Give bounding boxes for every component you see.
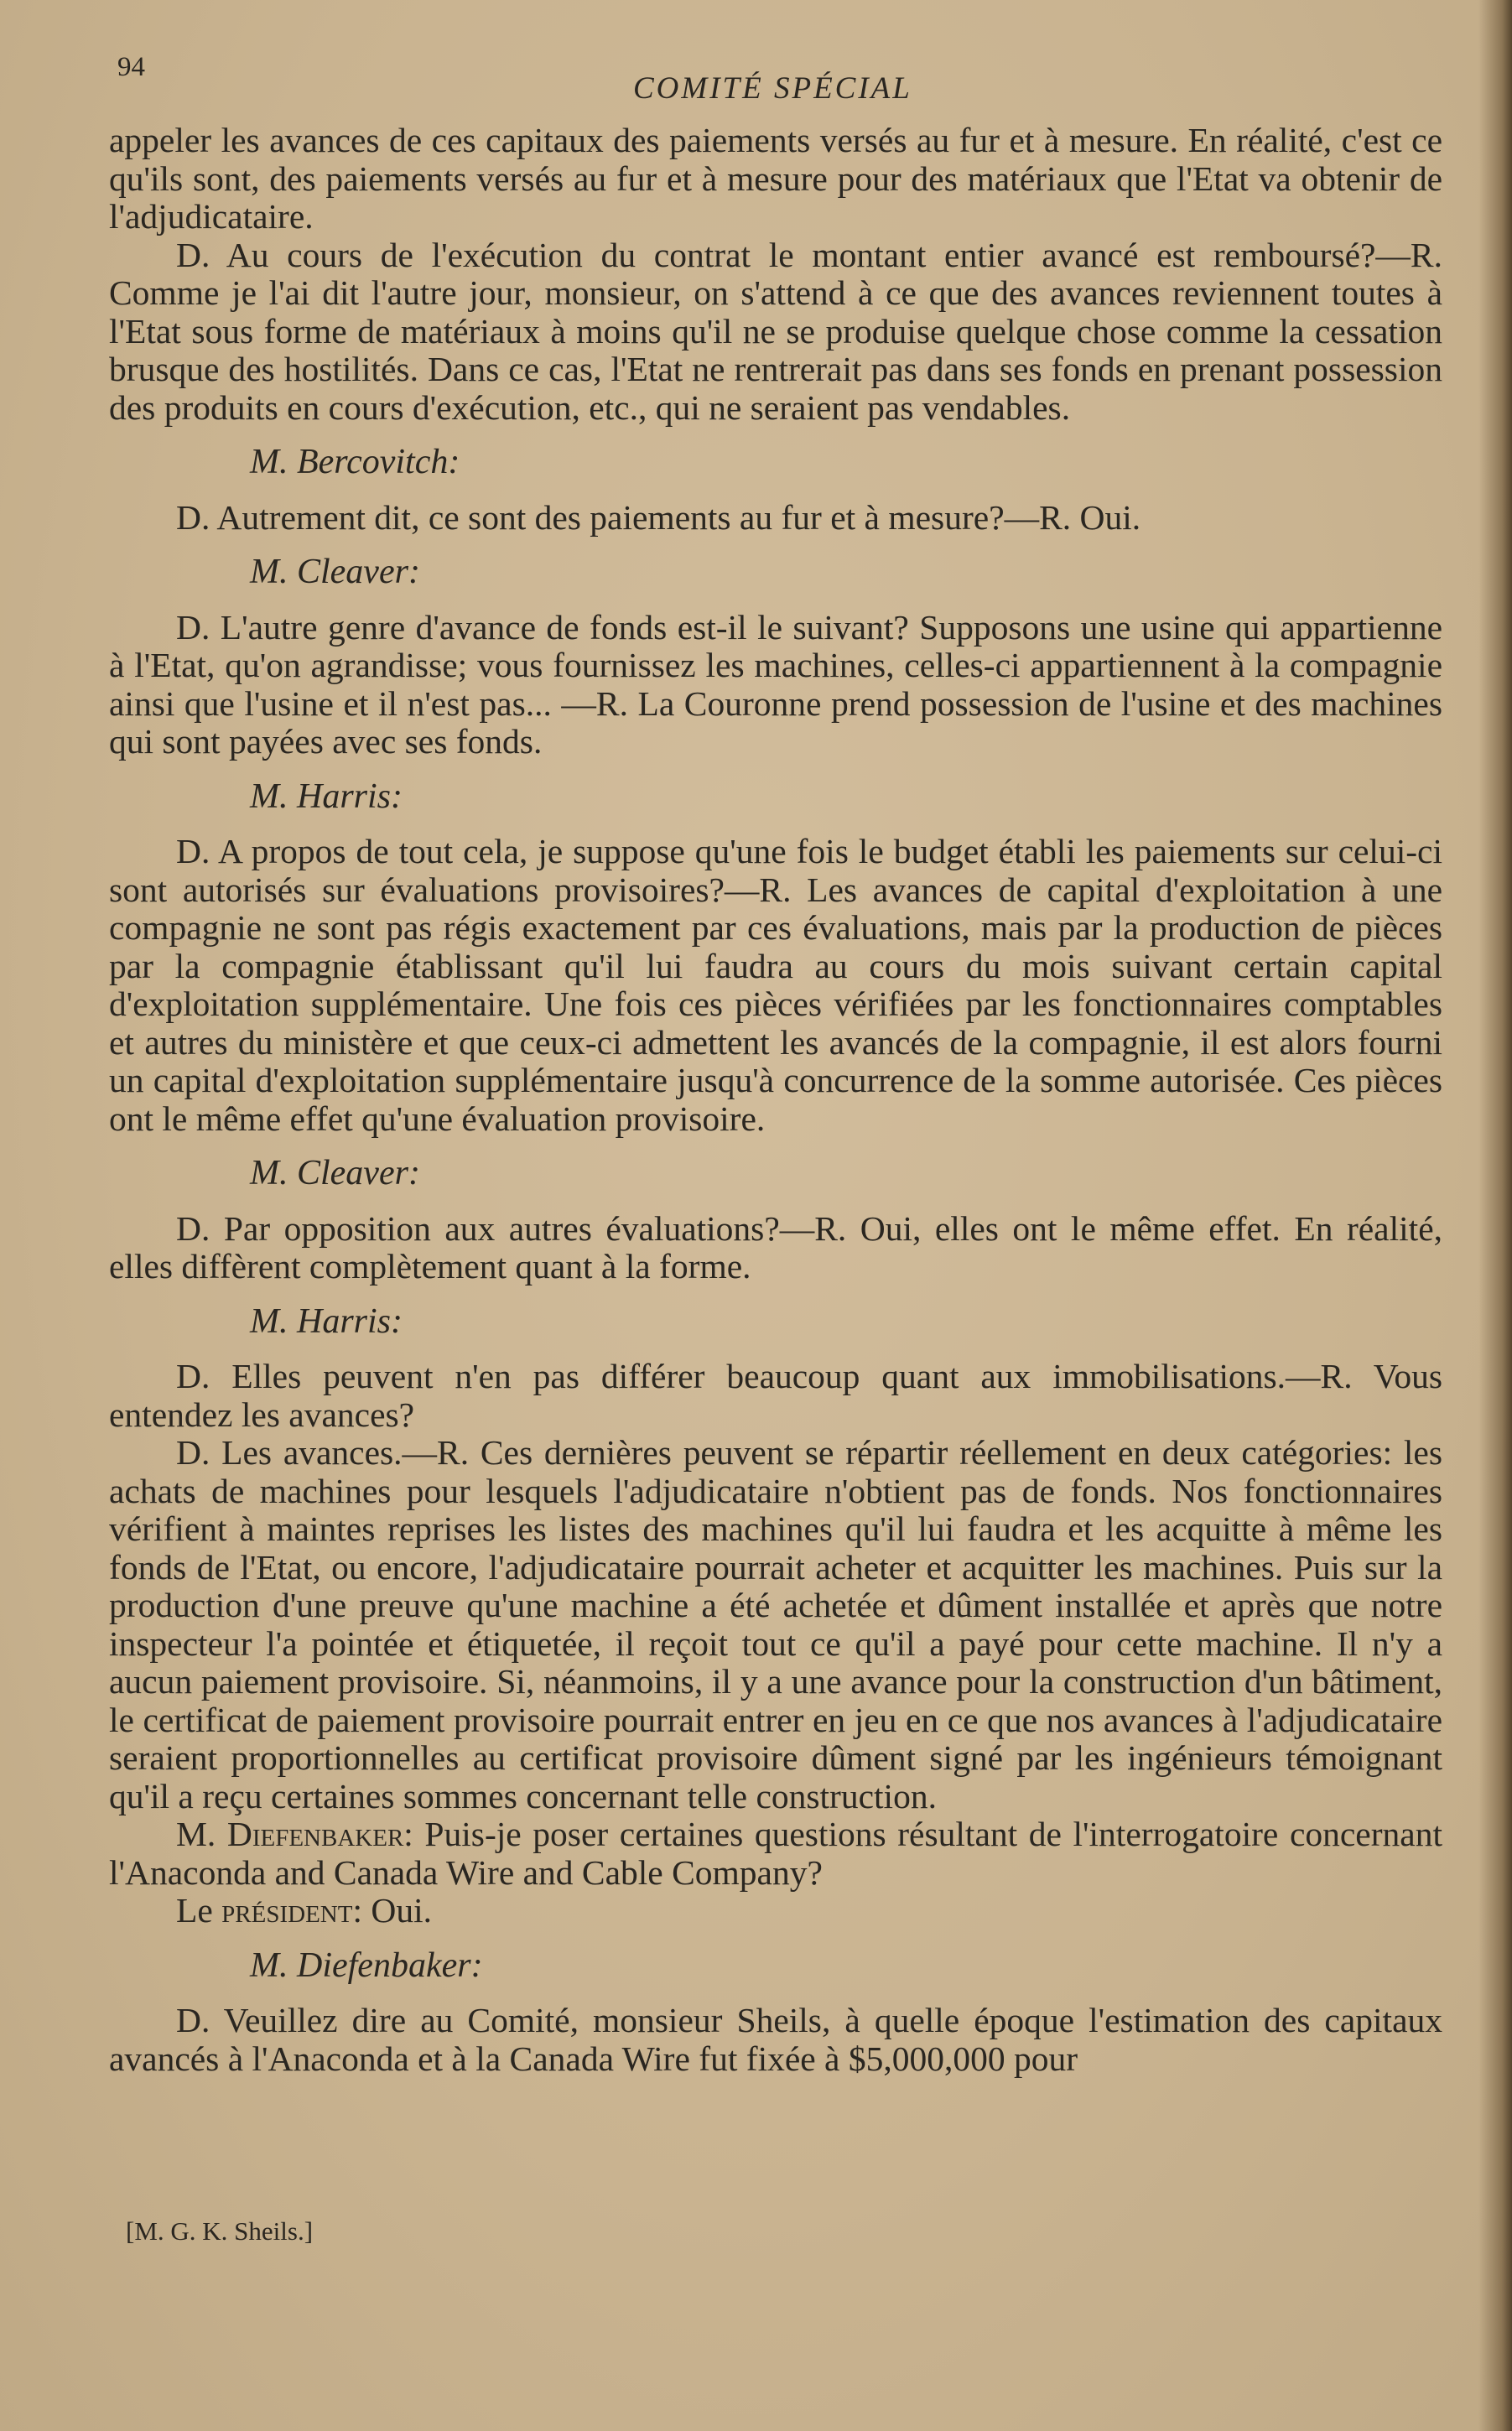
- paragraph: D. Veuillez dire au Comité, monsieur Sheils, à quelle époque l'estimation des capitaux avancés à l'Anaconda et à la Canada Wire fut fixée à $5,000,000 pour: [109, 2001, 1442, 2078]
- diefenbaker-intervention: [109, 1815, 1442, 1892]
- paragraph: D. Au cours de l'exécution du contrat le montant entier avancé est remboursé?—R. Comme je l'ai dit l'autre jour, monsieur, on s'attend à ce que des avances reviennent toutes à l'Etat sous forme de matériaux à moins qu'il ne se produise quelque chose comme la cessation brusque des hostilités. Dans ce cas, l'Etat ne rentrerait pas dans ses fonds en prenant possession des produits en cours d'exécution, etc., qui ne seraient pas vendables.: [109, 235, 1442, 427]
- speaker-name: M. Diefenbaker: [176, 1815, 404, 1853]
- speaker-heading: M. Cleaver:: [250, 553, 420, 591]
- paragraph: D. Autrement dit, ce sont des paiements au fur et à mesure?—R. Oui.: [176, 497, 1141, 537]
- speaker-heading: M. Diefenbaker:: [250, 1945, 483, 1985]
- paragraph: D. Par opposition aux autres évaluations?—R. Oui, elles ont le même effet. En réalité, elles diffèrent complètement quant à la forme.: [109, 1208, 1442, 1286]
- body-text: [109, 122, 1442, 2078]
- president-prefix: Le: [176, 1891, 213, 1930]
- president-text: : Oui.: [352, 1891, 432, 1930]
- intervention-text: : Puis-je poser certaines questions résultant de l'interrogatoire concernant l'Anaconda and Canada Wire and Cable Company?: [109, 1815, 1442, 1892]
- paragraph: D. L'autre genre d'avance de fonds est-il le suivant? Supposons une usine qui appartienne à l'Etat, qu'on agrandisse; vous fournissez les machines, celles-ci appartiennent à la compagnie ainsi que l'usine et il n'est pas... —R. La Couronne prend possession de l'usine et des machines qui sont payées avec ses fonds.: [109, 607, 1442, 761]
- binding-shadow: [1478, 0, 1512, 2431]
- witness-footer: [M. G. K. Sheils.]: [126, 2216, 314, 2246]
- paragraph: D. Elles peuvent n'en pas différer beaucoup quant aux immobilisations.—R. Vous entendez les avances?: [109, 1357, 1442, 1434]
- page-header: [117, 52, 1459, 106]
- speaker-heading: M. Harris:: [250, 777, 403, 816]
- president-role: président: [221, 1891, 353, 1930]
- paragraph: appeler les avances de ces capitaux des paiements versés au fur et à mesure. En réalité, c'est ce qu'ils sont, des paiements versés au fur et à mesure pour des matériaux que l'Etat va obtenir de l'adjudicataire.: [109, 121, 1442, 236]
- paragraph: D. Les avances.—R. Ces dernières peuvent se répartir réellement en deux catégories: les achats de machines pour lesquels l'adjudicataire n'obtient pas de fonds. Nos fonctionnaires vérifient à maintes reprises les listes des machines qu'il lui faudra et les acquitte à même les fonds de l'Etat, ou encore, l'adjudicataire pourrait acheter et acquitter les machines. Puis sur la production d'une preuve qu'une machine a été achetée et dûment installée et après que notre inspecteur l'a pointée et étiquetée, il reçoit tout ce qu'il a payé pour cette machine. Il n'y a aucun paiement provisoire. Si, néanmoins, il y a une avance pour la construction d'un bâtiment, le certificat de paiement provisoire pourrait entrer en jeu en ce que nos avances à l'adjudicataire seraient proportionnelles au certificat provisoire dûment signé par les ingénieurs témoignant qu'il a reçu certaines sommes concernant telle construction.: [109, 1433, 1442, 1815]
- page-number: 94: [117, 52, 145, 82]
- paragraph: D. A propos de tout cela, je suppose qu'une fois le budget établi les paiements sur celui-ci sont autorisés sur évaluations provisoires?—R. Les avances de capital d'exploitation à une compagnie ne sont pas régis exactement par ces évaluations, mais par la production de pièces par la compagnie établissant qu'il lui faudra au cours du mois suivant certain capital d'exploitation supplémentaire. Une fois ces pièces vérifiées par les fonctionnaires comptables et autres du ministère et que ceux-ci admettent les avancés de la compagnie, il est alors fourni un capital d'exploitation supplémentaire jusqu'à concurrence de la somme autorisée. Ces pièces ont le même effet qu'une évaluation provisoire.: [109, 832, 1442, 1138]
- running-head: COMITÉ SPÉCIAL: [633, 71, 912, 106]
- speaker-heading: M. Cleaver:: [250, 1154, 420, 1192]
- speaker-heading: M. Bercovitch:: [250, 443, 460, 481]
- speaker-heading: M. Harris:: [250, 1301, 403, 1341]
- president-intervention: [109, 1892, 1442, 1930]
